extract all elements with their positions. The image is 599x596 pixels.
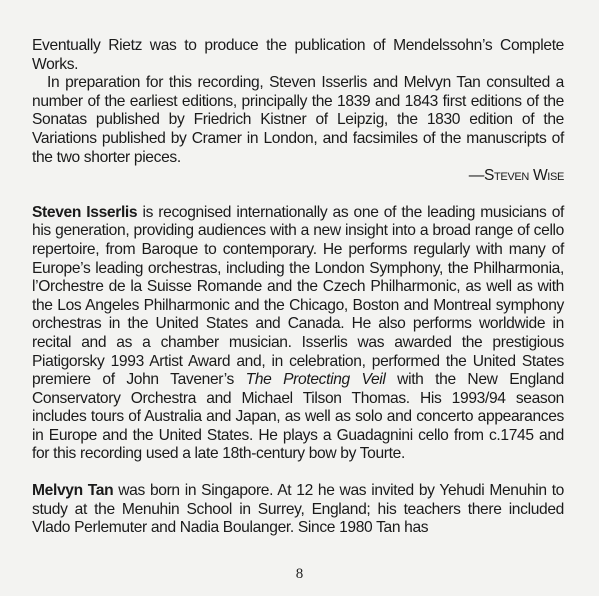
booklet-text [32, 37, 564, 538]
work-title: The Protecting Veil [245, 371, 386, 389]
signature-name: Steven Wise [483, 167, 564, 185]
isserlis-text-b: with the New England Conservatory Orchestra and Michael Tilson Thomas. His 1993/94 season includes tours of Australia and Japan, as well as solo and concerto appearances in Europe and the United States. He plays a Guadagnini cello from c.1745 and for this recording used a late 18th-century bow by Tourte. [32, 371, 564, 463]
isserlis-text-a: is recognised internationally as one of the leading musicians of his generation, providing audiences with a new insight into a broad range of cello repertoire, from Baroque to contemporary. He performs regularly with many of Europe’s leading orchestras, including the London Symphony, the Philharmonia, l’Orchestre de la Suisse Romande and the Czech Philharmonic, as well as with the Los Angeles Philharmonic and the Chicago, Boston and Montreal symphony orchestras in the United States and Canada. He also performs worldwide in recital and as a chamber musician. Isserlis was awarded the prestigious Piatigorsky 1993 Artist Award and, in celebration, performed the United States premiere of John Tavener’s [32, 203, 564, 389]
section-gap [32, 464, 564, 482]
page-number: 8 [295, 566, 304, 582]
preparation-paragraph: In preparation for this recording, Steven Isserlis and Melvyn Tan consulted a number of the earliest editions, principally the 1839 and 1843 first editions of the Sonatas published by Friedrich Kistner of Leipzig, the 1830 edition of the Variations published by Cramer in London, and facsimiles of the manuscripts of the two shorter pieces. [32, 74, 564, 166]
signature-dash: — [468, 167, 484, 185]
tan-text: was born in Singapore. At 12 he was invited by Yehudi Menuhin to study at the Menuhin School in Surrey, England; his teachers there included Vlado Perlemuter and Nadia Boulanger. Since 1980 Tan has [32, 482, 565, 537]
isserlis-biography [32, 204, 564, 464]
tan-name: Melvyn Tan [32, 482, 114, 500]
rietz-paragraph: Eventually Rietz was to produce the publication of Mendelssohn’s Complete Works. [32, 37, 564, 73]
tan-biography [32, 482, 564, 538]
author-signature [32, 167, 564, 186]
isserlis-name: Steven Isserlis [32, 203, 138, 221]
section-gap [32, 186, 564, 204]
